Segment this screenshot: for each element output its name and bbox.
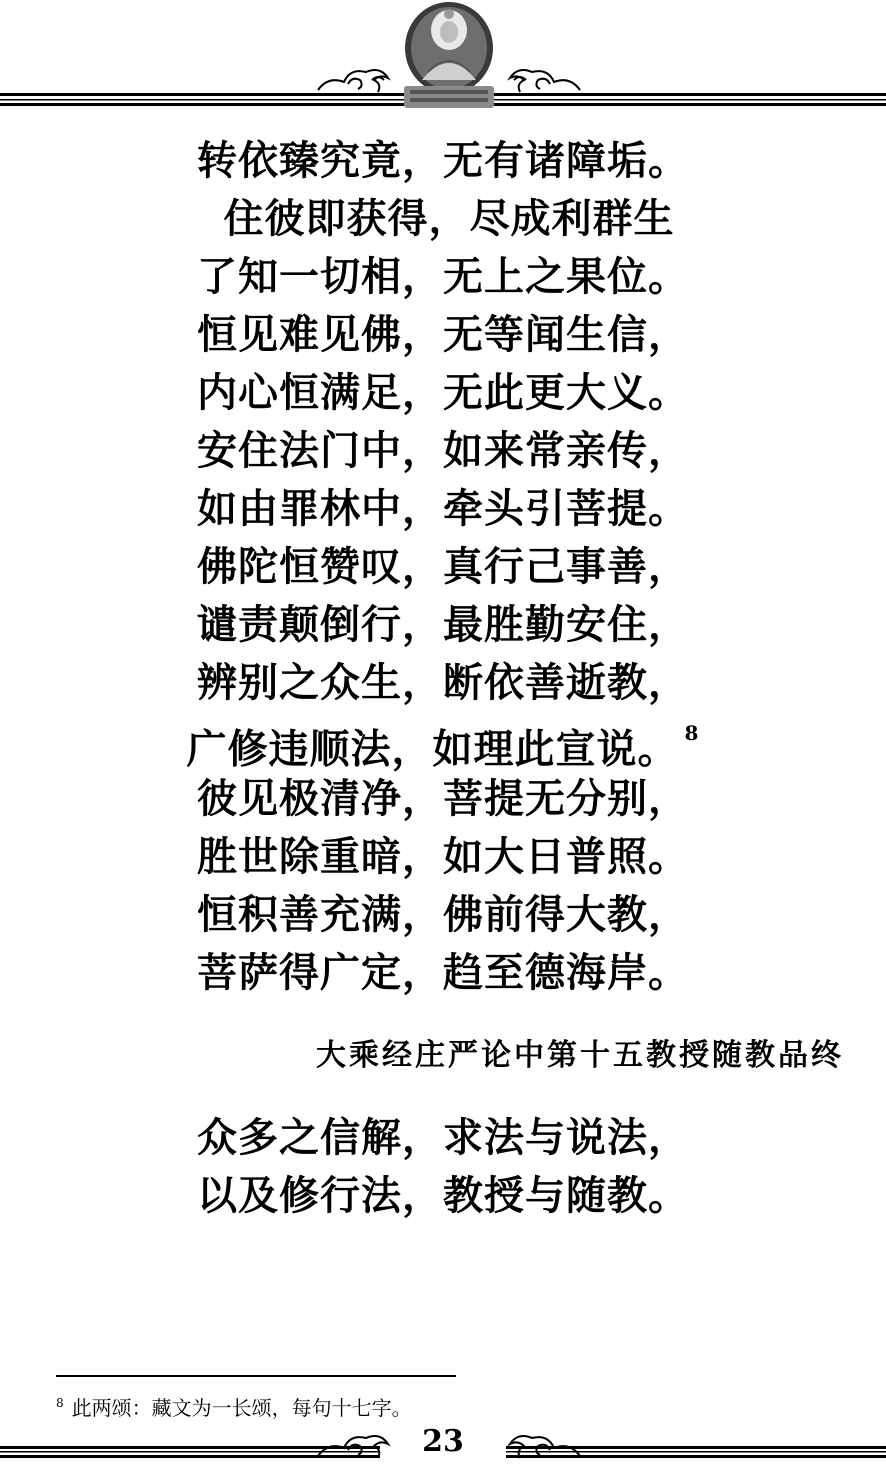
verse-line: 如由罪林中，牵头引菩提。 xyxy=(197,485,689,532)
verse-line: 恒见难见佛，无等闻生信， xyxy=(197,311,689,358)
footnote-reference[interactable]: 8 xyxy=(684,721,700,745)
summary-verse-line: 众多之信解，求法与说法， xyxy=(197,1114,689,1161)
header-ornament xyxy=(0,0,886,115)
verse-text: 广修违顺法，如理此宣说。 xyxy=(186,725,679,773)
cloud-ornament-icon xyxy=(318,70,388,92)
verse-line: 胜世除重暗，如大日普照。 xyxy=(197,833,689,880)
page-number: 23 xyxy=(422,1424,464,1459)
verse-line: 住彼即获得，尽成利群生 xyxy=(223,195,675,242)
cloud-ornament-icon xyxy=(510,70,580,92)
verse-line: 恒积善充满，佛前得大教， xyxy=(197,891,689,938)
verse-line: 菩萨得广定，趋至德海岸。 xyxy=(197,949,689,996)
verse-line: 佛陀恒赞叹，真行己事善， xyxy=(197,543,689,590)
chapter-colophon: 大乘经庄严论中第十五教授随教品终 xyxy=(316,1038,844,1073)
footnote-divider xyxy=(56,1375,456,1377)
verse-line: 转依臻究竟，无有诸障垢。 xyxy=(197,137,689,184)
summary-verse-line: 以及修行法，教授与随教。 xyxy=(197,1172,689,1219)
verse-line: 彼见极清净，菩提无分别， xyxy=(197,775,689,822)
verse-line-with-footnote xyxy=(0,715,886,775)
buddha-emblem-icon xyxy=(404,2,494,108)
footnote xyxy=(56,1392,412,1421)
verse-line: 了知一切相，无上之果位。 xyxy=(197,253,689,300)
footnote-text: 此两颂：藏文为一长颂，每句十七字。 xyxy=(71,1396,412,1420)
verse-line: 谴责颠倒行，最胜勤安住， xyxy=(197,601,689,648)
footnote-marker: 8 xyxy=(56,1396,64,1411)
verse-line: 内心恒满足，无此更大义。 xyxy=(197,369,689,416)
verse-line: 安住法门中，如来常亲传， xyxy=(197,427,689,474)
verse-line: 辨别之众生，断依善逝教， xyxy=(197,659,689,706)
